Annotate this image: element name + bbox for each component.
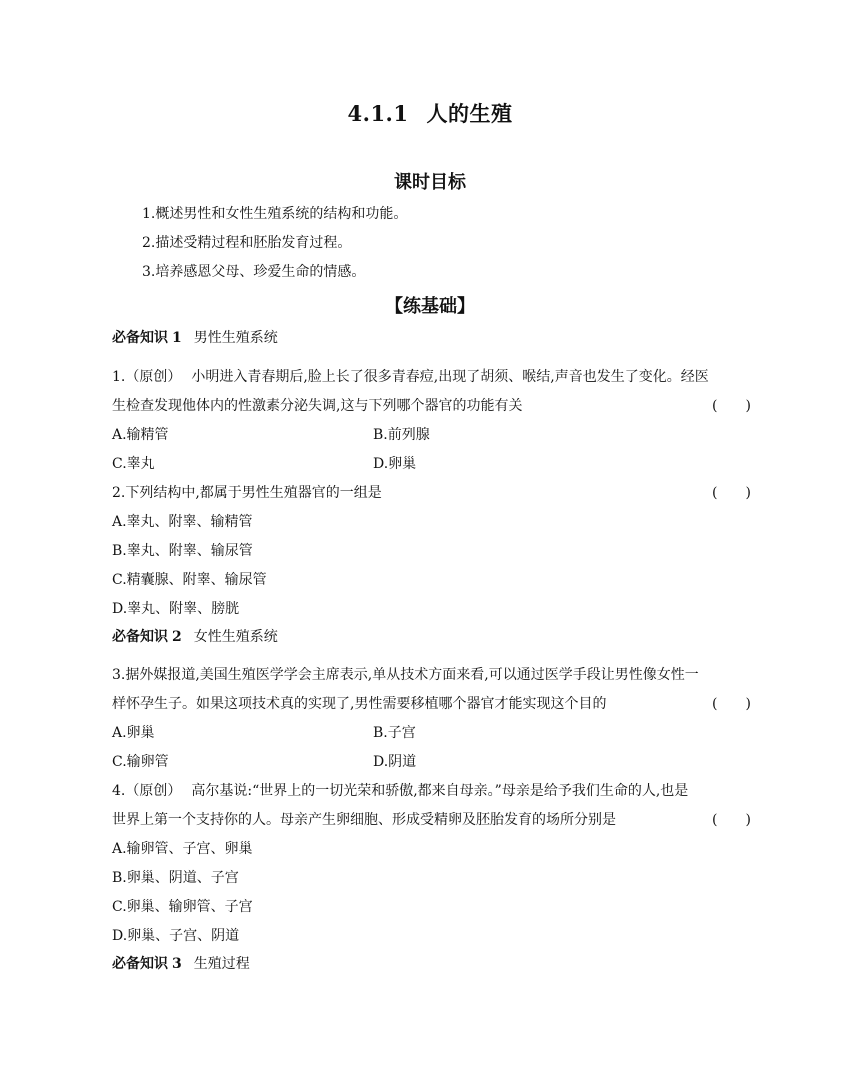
question-1-text: 小明进入青春期后,脸上长了很多青春痘,出现了胡须、喉结,声音也发生了变化。经医: [191, 369, 709, 385]
lesson-title: 人的生殖: [426, 101, 513, 126]
option: D.卵巢、子宫、阴道: [112, 928, 240, 944]
question-2-line-1: 2.下列结构中,都属于男性生殖器官的一组是: [112, 485, 382, 501]
option: A.睾丸、附睾、输精管: [112, 514, 253, 530]
option: D.卵巢: [373, 456, 417, 472]
question-3-line-2: 样怀孕生子。如果这项技术真的实现了,男性需要移植哪个器官才能实现这个目的: [112, 696, 607, 712]
option: C.精囊腺、附睾、输尿管: [112, 572, 267, 588]
answer-blank: ( ): [712, 812, 751, 828]
option: B.前列腺: [373, 427, 430, 443]
knowledge-topic: 生殖过程: [193, 956, 250, 972]
option: B.子宫: [373, 725, 416, 741]
knowledge-label: 必备知识: [112, 330, 168, 346]
option: C.睾丸: [112, 456, 155, 472]
section-title: 【练基础】: [385, 296, 475, 317]
question-1-line-1: [112, 367, 709, 387]
objective-item: 2.描述受精过程和胚胎发育过程。: [142, 235, 352, 251]
page-title: [0, 98, 860, 128]
question-1-prefix: 1.（原创）: [112, 369, 182, 385]
knowledge-heading: [112, 627, 278, 647]
objective-item: 3.培养感恩父母、珍爱生命的情感。: [142, 264, 366, 280]
option: B.睾丸、附睾、输尿管: [112, 543, 253, 559]
knowledge-number: 1: [172, 330, 182, 346]
objective-item: 1.概述男性和女性生殖系统的结构和功能。: [142, 206, 408, 222]
option: C.输卵管: [112, 754, 169, 770]
question-1-line-2: 生检查发现他体内的性激素分泌失调,这与下列哪个器官的功能有关: [112, 398, 523, 414]
option: A.输卵管、子宫、卵巢: [112, 841, 253, 857]
option: C.卵巢、输卵管、子宫: [112, 899, 253, 915]
objectives-heading: 课时目标: [394, 172, 466, 193]
answer-blank: ( ): [712, 485, 751, 501]
option: D.睾丸、附睾、膀胱: [112, 601, 240, 617]
question-3-line-1: 3.据外媒报道,美国生殖医学学会主席表示,单从技术方面来看,可以通过医学手段让男性像女性一: [112, 667, 699, 683]
question-4-line-1: [112, 781, 688, 801]
knowledge-topic: 女性生殖系统: [193, 629, 278, 645]
option: A.卵巢: [112, 725, 155, 741]
knowledge-heading: [112, 328, 278, 348]
knowledge-topic: 男性生殖系统: [193, 330, 278, 346]
knowledge-label: 必备知识: [112, 956, 168, 972]
option: D.阴道: [373, 754, 417, 770]
lesson-number: 4.1.1: [347, 101, 409, 126]
question-4-prefix: 4.（原创）: [112, 783, 182, 799]
knowledge-number: 2: [172, 629, 182, 645]
knowledge-label: 必备知识: [112, 629, 168, 645]
option: B.卵巢、阴道、子宫: [112, 870, 239, 886]
answer-blank: ( ): [712, 398, 751, 414]
question-4-text: 高尔基说:“世界上的一切光荣和骄傲,都来自母亲。”母亲是给予我们生命的人,也是: [191, 783, 689, 799]
option: A.输精管: [112, 427, 169, 443]
knowledge-number: 3: [172, 956, 182, 972]
answer-blank: ( ): [712, 696, 751, 712]
question-4-line-2: 世界上第一个支持你的人。母亲产生卵细胞、形成受精卵及胚胎发育的场所分别是: [112, 812, 616, 828]
knowledge-heading: [112, 954, 250, 974]
